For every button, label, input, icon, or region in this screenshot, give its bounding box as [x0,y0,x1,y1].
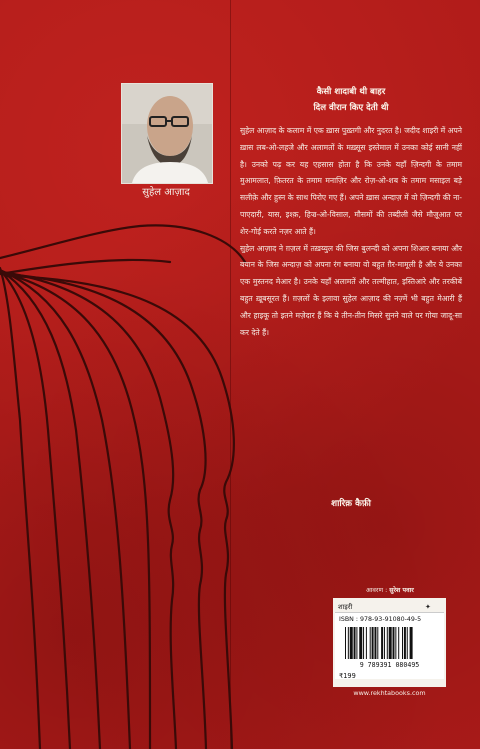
isbn-text: ISBN : 978-93-91080-49-5 [339,616,422,623]
couplet-line-1: कैसी शादाबी थी बाहर [316,87,386,97]
cover-credit-label: आवरण : [366,587,388,594]
cover-credit-name: सुरेश पवार [389,587,414,594]
author-photo [121,83,213,184]
barcode-icon [344,627,436,661]
blurb-paragraph-1: सुहेल आज़ाद के कलाम में एक ख़ास पुख़्तगी और नुदरत है। जदीद शाइरी में अपने ख़ास लब-ओ-लहजे और अलामतों के मख़्सूस इस्तेमाल में उनका कोई सानी नहीं है। उनको पढ़ कर यह एहसास होता है कि उनके यहाँ ज़िन्दगी के तमाम मुआमलात, फ़ितरत के तमाम मनाज़िर और रोज़-ओ-शब के तमाम मसाइल बड़े सलीक़े और हुस्न के साथ पिरोए गए हैं। अपने ख़ास अन्दाज़ में वो ज़िन्दगी की ना- पाएदारी, यास, इश्क़, हिज्र-ओ-विसाल, मौसमों की तब्दीली जैसे मौज़ूआत पर शेर-गोई करते नज़र आते हैं। [240,126,462,236]
reviewer-signature: शारिक़ कैफ़ी [331,499,371,509]
blurb-text [240,123,462,341]
author-name-caption: सुहेल आज़ाद [142,187,190,198]
cover-credit [366,585,476,594]
genre-label: शाइरी [338,603,353,611]
author-portrait-image [122,84,212,183]
publisher-website: www.rekhtabooks.com [353,689,426,697]
price-label: ₹199 [339,672,356,680]
blurb-paragraph-2: सुहेल आज़ाद ने ग़ज़ल में तख़य्युल की जिस बुलन्दी को अपना शिआर बनाया और बयान के जिस अन्दाज़ को अपना रंग बनाया वो बहुत ग़ैर-मामूली है और ये उनका एक मुस्तनद मेआर है। उनके यहाँ अलामतें और तल्मीहात, इस्तिआरे और तरकीबें बहुत ख़ूबसूरत हैं। ग़ज़लों के इलावा सुहेल आज़ाद की नज़्में भी बहुत मेआरी हैं और हाइकू तो इतने मज़ेदार हैं कि ये तीन-तीन मिसरे सुनने वाले पर गोया जादू-सा कर देते हैं। [240,243,462,337]
couplet [240,84,462,116]
barcode-number: 9 789391 080495 [359,661,420,669]
couplet-line-2: दिल वीरान किए देती थी [313,103,389,113]
publisher-logo-icon: ✦ [425,603,431,611]
